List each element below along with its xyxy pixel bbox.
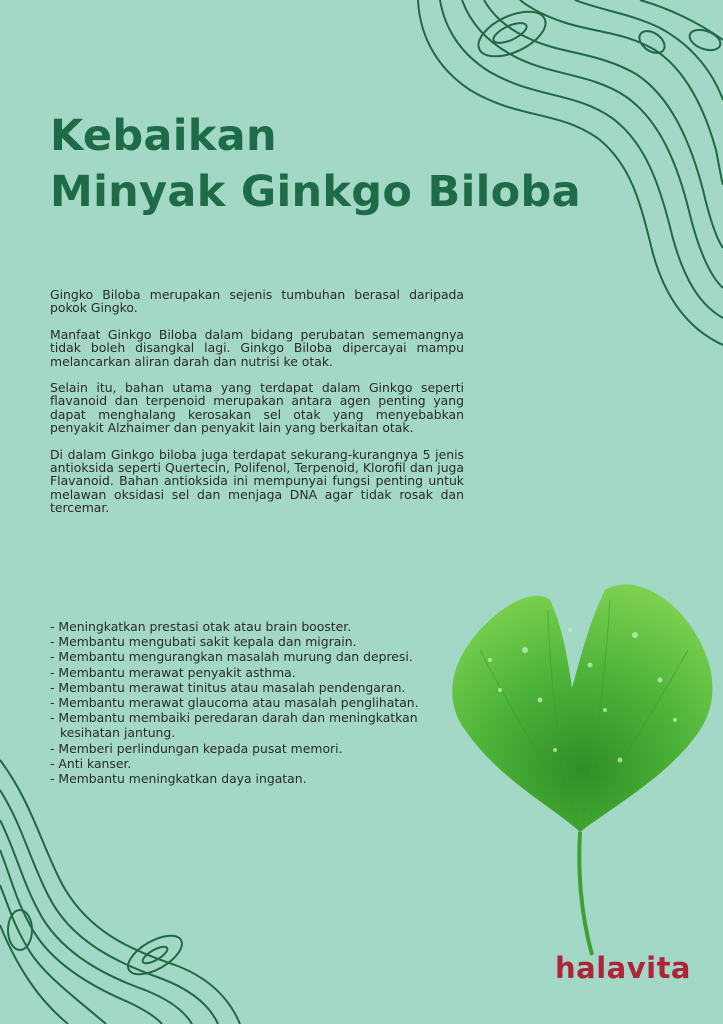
benefit-item: - Membantu merawat penyakit asthma. — [50, 665, 470, 680]
intro-text — [50, 288, 464, 528]
paragraph-2: Manfaat Ginkgo Biloba dalam bidang perubatan sememangnya tidak boleh disangkal lagi. Ginkgo Biloba dipercayai mampu melancarkan aliran darah dan nutrisi ke otak. — [50, 326, 464, 369]
ginkgo-leaf-image — [430, 570, 720, 960]
title-line-1: Kebaikan — [50, 111, 277, 161]
paragraph-1: Gingko Biloba merupakan sejenis tumbuhan berasal daripada pokok Gingko. — [50, 287, 464, 316]
benefit-item: - Membantu merawat glaucoma atau masalah penglihatan. — [50, 695, 470, 710]
paragraph-4: Di dalam Ginkgo biloba juga terdapat sekurang-kurangnya 5 jenis antioksida seperti Quertecin, Polifenol, Terpenoid, Klorofil dan juga Flavanoid. Bahan antioksida ini mempunyai fungsi penting untuk melawan oksidasi sel dan menjaga DNA agar tidak rosak dan tercemar. — [50, 446, 464, 516]
benefits-list — [50, 619, 470, 786]
benefit-item: - Membantu merawat tinitus atau masalah pendengaran. — [50, 680, 470, 695]
brand-logo: halavita — [555, 951, 692, 985]
benefit-item: - Membantu mengurangkan masalah murung dan depresi. — [50, 649, 470, 664]
benefit-item: - Memberi perlindungan kepada pusat memori. — [50, 741, 470, 756]
title-line-2: Minyak Ginkgo Biloba — [50, 167, 581, 217]
benefit-item: - Anti kanser. — [50, 756, 470, 771]
benefit-item: - Meningkatkan prestasi otak atau brain booster. — [50, 619, 470, 634]
page-title — [50, 108, 581, 220]
benefit-item: - Membantu membaiki peredaran darah dan meningkatkan kesihatan jantung. — [50, 710, 470, 740]
benefit-item: - Membantu mengubati sakit kepala dan migrain. — [50, 634, 470, 649]
benefit-item: - Membantu meningkatkan daya ingatan. — [50, 771, 470, 786]
paragraph-3: Selain itu, bahan utama yang terdapat dalam Ginkgo seperti flavanoid dan terpenoid merupakan antara agen penting yang dapat menghalang kerosakan sel otak yang menyebabkan penyakit Alzhaimer dan penyakit lain yang berkaitan otak. — [50, 380, 464, 436]
